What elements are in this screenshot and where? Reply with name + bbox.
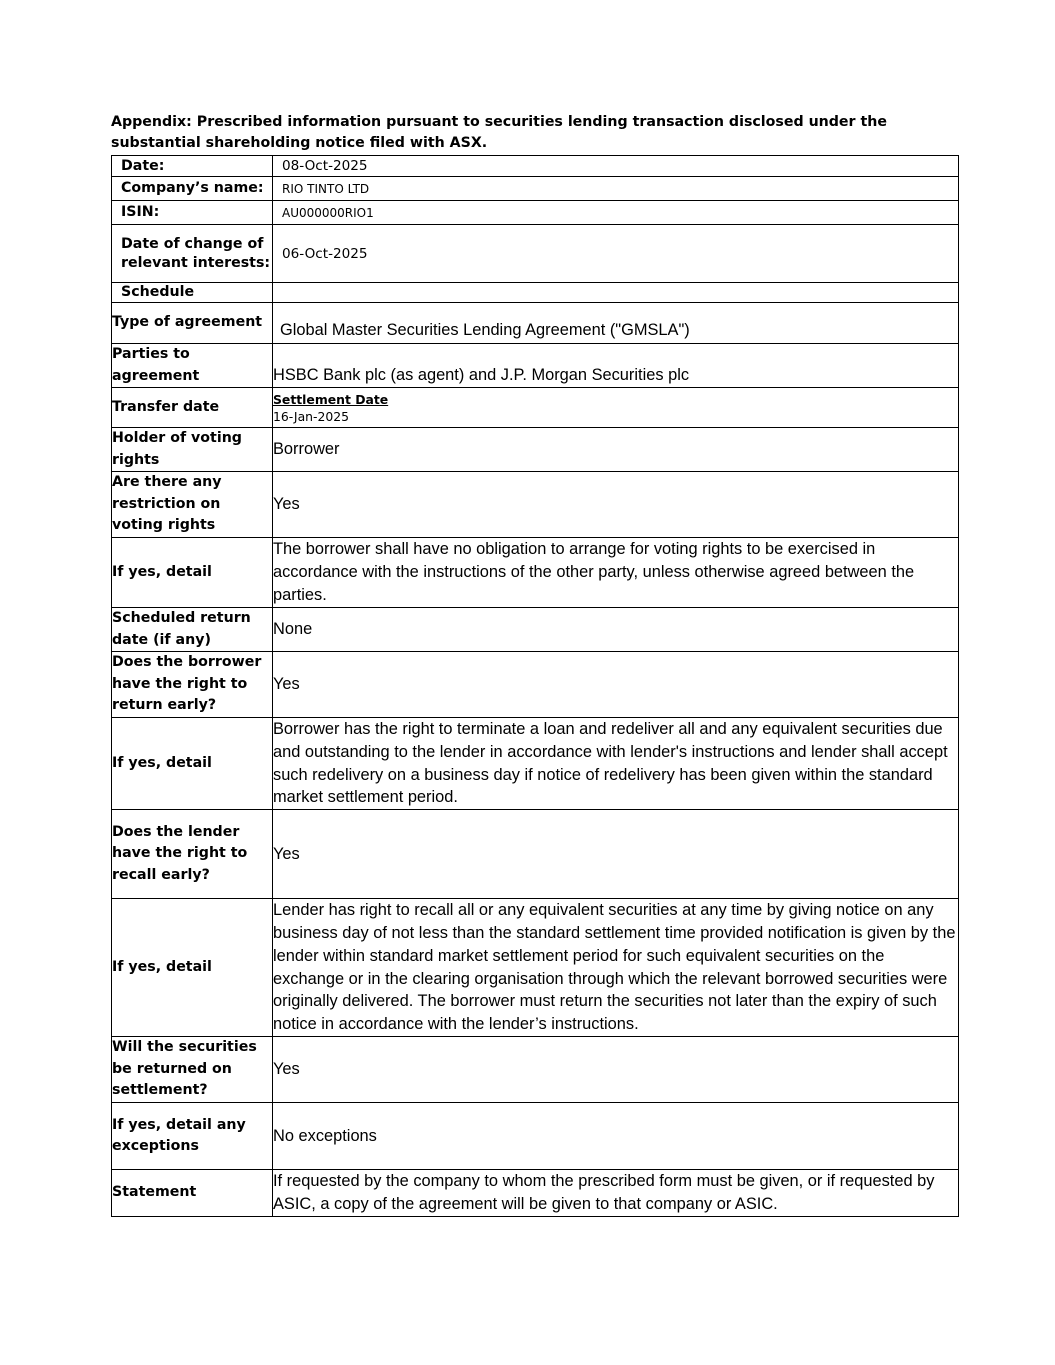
row-returned-settlement (112, 1037, 959, 1103)
label-lender-detail: If yes, detail (112, 899, 273, 1037)
value-scheduled-return: None (273, 608, 959, 652)
row-date (112, 156, 959, 177)
label-type-agreement: Type of agreement (112, 303, 273, 344)
value-company: RIO TINTO LTD (273, 177, 959, 201)
label-change-date: Date of change of relevant interests: (112, 225, 273, 283)
row-parties (112, 344, 959, 388)
value-lender-recall: Yes (273, 810, 959, 899)
page-heading: Appendix: Prescribed information pursuant to securities lending transaction disclosed under the substantial shareholding notice filed with ASX. (111, 114, 887, 151)
label-borrower-detail: If yes, detail (112, 718, 273, 810)
value-borrower-detail: Borrower has the right to terminate a loan and redeliver all and any equivalent securities due and outstanding to the lender in accordance with lender's instructions and lender shall accept such redelivery on a business day if notice of redelivery has been given within the standard market settlement period. (273, 718, 959, 810)
label-transfer-date: Transfer date (112, 388, 273, 428)
value-transfer-date (273, 388, 959, 428)
row-transfer-date (112, 388, 959, 428)
row-type-agreement (112, 303, 959, 344)
label-restriction-detail: If yes, detail (112, 538, 273, 608)
value-restriction-detail: The borrower shall have no obligation to arrange for voting rights to be exercised in accordance with the instructions of the other party, unless otherwise agreed between the parties. (273, 538, 959, 608)
row-change-date (112, 225, 959, 283)
value-isin: AU000000RIO1 (273, 201, 959, 225)
row-borrower-detail (112, 718, 959, 810)
value-parties: HSBC Bank plc (as agent) and J.P. Morgan Securities plc (273, 344, 959, 388)
label-isin: ISIN: (112, 201, 273, 225)
row-holder-voting (112, 428, 959, 472)
settlement-date-heading: Settlement Date (273, 391, 389, 407)
row-restriction (112, 472, 959, 538)
label-returned-settlement: Will the securities be returned on settlement? (112, 1037, 273, 1103)
securities-lending-table (111, 155, 959, 1217)
settlement-date-value: 16-Jan-2025 (273, 408, 350, 424)
label-lender-recall: Does the lender have the right to recall early? (112, 810, 273, 899)
label-company: Company’s name: (112, 177, 273, 201)
value-lender-detail: Lender has right to recall all or any equivalent securities at any time by giving notice on any business day of not less than the standard settlement time provided notification is given by the lender within standard market settlement period for such equivalent securities on the exchange or in the clearing organisation through which the relevant borrowed securities were originally delivered. The borrower must return the securities not later than the expiry of such notice in accordance with the lender’s instructions. (273, 899, 959, 1037)
value-type-agreement: Global Master Securities Lending Agreement ("GMSLA") (273, 303, 959, 344)
label-holder-voting: Holder of voting rights (112, 428, 273, 472)
row-lender-detail (112, 899, 959, 1037)
row-isin (112, 201, 959, 225)
value-exceptions: No exceptions (273, 1103, 959, 1170)
row-company (112, 177, 959, 201)
row-schedule (112, 283, 959, 303)
value-returned-settlement: Yes (273, 1037, 959, 1103)
value-restriction: Yes (273, 472, 959, 538)
value-statement: If requested by the company to whom the prescribed form must be given, or if requested by ASIC, a copy of the agreement will be given to that company or ASIC. (273, 1170, 959, 1217)
label-scheduled-return: Scheduled return date (if any) (112, 608, 273, 652)
row-scheduled-return (112, 608, 959, 652)
label-date: Date: (112, 156, 273, 177)
value-borrower-early: Yes (273, 652, 959, 718)
label-statement: Statement (112, 1170, 273, 1217)
row-exceptions (112, 1103, 959, 1170)
label-restriction: Are there any restriction on voting rights (112, 472, 273, 538)
label-parties: Parties to agreement (112, 344, 273, 388)
value-change-date: 06-Oct-2025 (273, 225, 959, 283)
label-schedule: Schedule (112, 283, 273, 303)
row-restriction-detail (112, 538, 959, 608)
value-schedule (273, 283, 959, 303)
row-borrower-early (112, 652, 959, 718)
row-lender-recall (112, 810, 959, 899)
value-holder-voting: Borrower (273, 428, 959, 472)
label-exceptions: If yes, detail any exceptions (112, 1103, 273, 1170)
label-borrower-early: Does the borrower have the right to return early? (112, 652, 273, 718)
row-statement (112, 1170, 959, 1217)
value-date: 08-Oct-2025 (273, 156, 959, 177)
